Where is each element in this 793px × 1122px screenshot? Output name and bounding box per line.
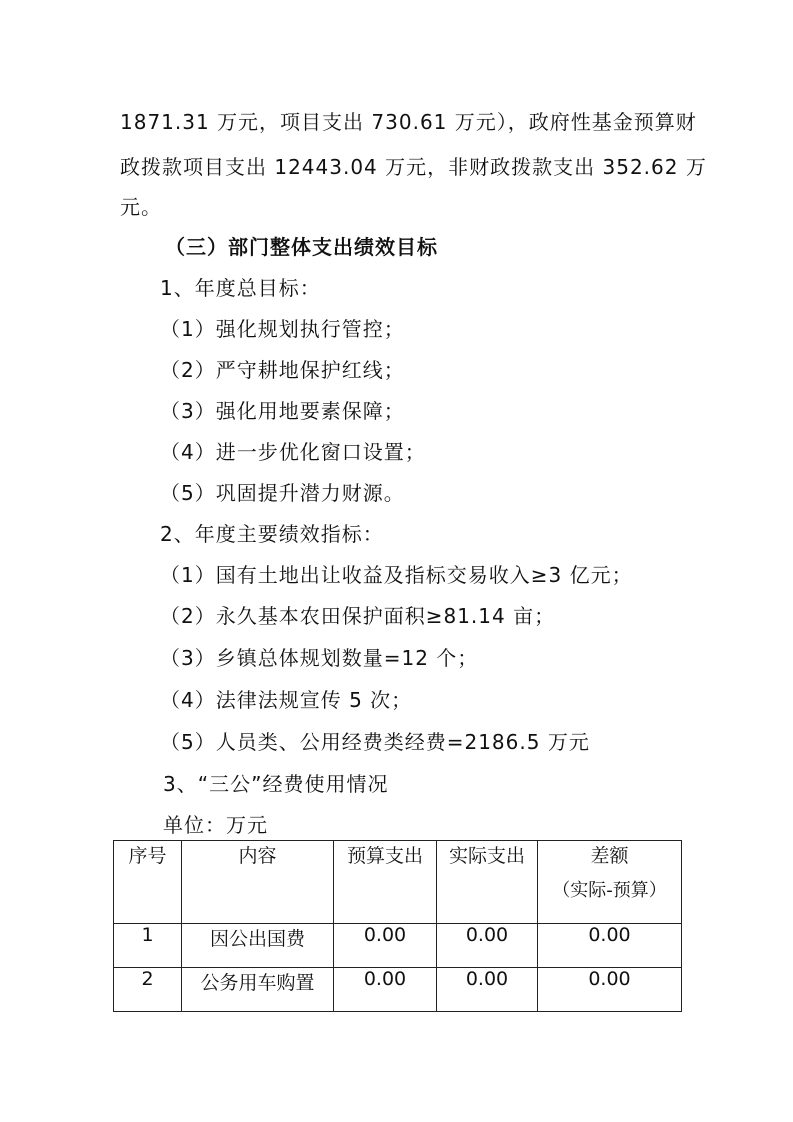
unit-label: 单位：万元	[163, 813, 268, 837]
goal-item: （3）强化用地要素保障；	[160, 399, 405, 423]
header-difference-sub: （实际-预算）	[552, 880, 667, 901]
indicator-item: （1）国有土地出让收益及指标交易收入≥3 亿元；	[160, 563, 633, 587]
section-heading: （三）部门整体支出绩效目标	[165, 235, 438, 259]
cell-actual: 0.00	[437, 968, 538, 1012]
indicator-item: （4）法律法规宣传 5 次；	[160, 688, 413, 712]
cell-budget: 0.00	[334, 924, 437, 968]
goal-item: （1）强化规划执行管控；	[160, 317, 405, 341]
header-budget: 预算支出	[334, 841, 437, 924]
goal-item: （2）严守耕地保护红线；	[160, 358, 405, 382]
expense-table	[113, 840, 682, 1012]
cell-content: 因公出国费	[182, 924, 334, 968]
indicator-item: （3）乡镇总体规划数量=12 个；	[160, 646, 479, 670]
cell-index: 2	[114, 968, 182, 1012]
header-index: 序号	[114, 841, 182, 924]
table-header-row	[114, 841, 682, 924]
header-difference-label: 差额	[590, 845, 629, 867]
header-difference	[538, 841, 682, 924]
three-public-title: 3、“三公”经费使用情况	[163, 772, 389, 796]
table-row	[114, 924, 682, 968]
indicator-item: （5）人员类、公用经费类经费=2186.5 万元	[160, 730, 590, 754]
cell-actual: 0.00	[437, 924, 538, 968]
intro-line-3: 元。	[120, 195, 162, 219]
goal-item: （5）巩固提升潜力财源。	[160, 481, 405, 505]
indicators-title: 2、年度主要绩效指标：	[160, 522, 384, 546]
intro-line-2: 政拨款项目支出 12443.04 万元，非财政拨款支出 352.62 万	[120, 155, 707, 179]
header-actual: 实际支出	[437, 841, 538, 924]
goal-item: （4）进一步优化窗口设置；	[160, 440, 426, 464]
cell-difference: 0.00	[538, 968, 682, 1012]
header-content: 内容	[182, 841, 334, 924]
intro-line-1: 1871.31 万元，项目支出 730.61 万元），政府性基金预算财	[120, 110, 697, 134]
cell-content: 公务用车购置	[182, 968, 334, 1012]
cell-budget: 0.00	[334, 968, 437, 1012]
indicator-item: （2）永久基本农田保护面积≥81.14 亩；	[160, 604, 556, 628]
cell-index: 1	[114, 924, 182, 968]
goals-title: 1、年度总目标：	[160, 276, 321, 300]
table-row	[114, 968, 682, 1012]
cell-difference: 0.00	[538, 924, 682, 968]
